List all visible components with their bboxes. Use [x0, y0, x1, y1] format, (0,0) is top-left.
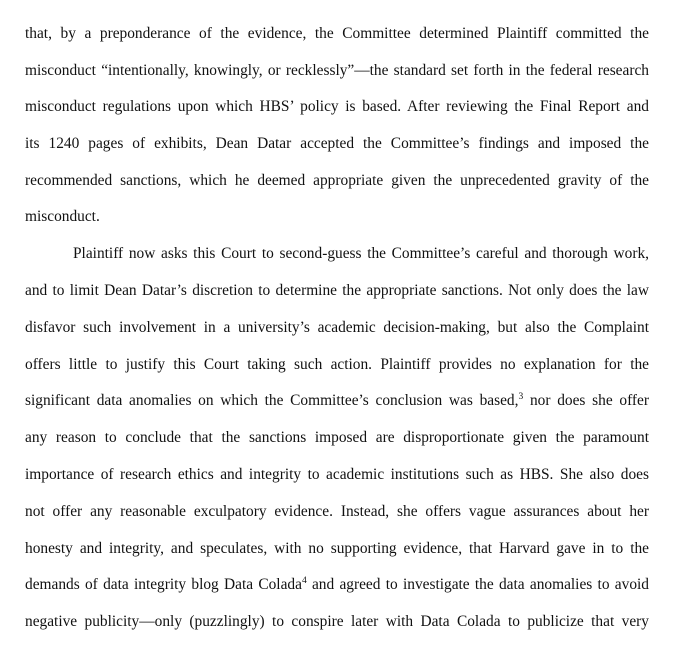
- text-line: recommended sanctions, which he deemed appropriate given the unprecedented gravity of the: [25, 172, 649, 189]
- footnote-marker: 4: [301, 576, 307, 586]
- text-line: any reason to conclude that the sanctions imposed are disproportionate given the paramount: [25, 429, 649, 446]
- text-line: its 1240 pages of exhibits, Dean Datar accepted the Committee’s findings and imposed the: [25, 135, 649, 152]
- text-line: importance of research ethics and integrity to academic institutions such as HBS. She also does: [25, 466, 649, 483]
- text-line: misconduct “intentionally, knowingly, or recklessly”—the standard set forth in the federal research: [25, 62, 649, 79]
- text-segment: and agreed to investigate the data anomalies to avoid: [306, 576, 649, 593]
- text-line-with-footnote: [25, 575, 649, 595]
- text-line: and to limit Dean Datar’s discretion to determine the appropriate sanctions. Not only does the law: [25, 282, 649, 299]
- text-segment: significant data anomalies on which the Committee’s conclusion was based,: [25, 392, 519, 409]
- text-line: that, by a preponderance of the evidence, the Committee determined Plaintiff committed the: [25, 25, 649, 42]
- footnote-marker: 3: [518, 392, 524, 402]
- text-line: misconduct regulations upon which HBS’ policy is based. After reviewing the Final Report and: [25, 98, 649, 115]
- text-line: honesty and integrity, and speculates, with no supporting evidence, that Harvard gave in to the: [25, 540, 649, 557]
- text-line: negative publicity—only (puzzlingly) to conspire later with Data Colada to publicize that very: [25, 613, 649, 630]
- text-line: misconduct.: [25, 208, 100, 225]
- text-line: offers little to justify this Court taking such action. Plaintiff provides no explanation for the: [25, 356, 649, 373]
- text-segment: demands of data integrity blog Data Colada: [25, 576, 302, 593]
- text-line: Plaintiff now asks this Court to second-guess the Committee’s careful and thorough work,: [73, 245, 649, 262]
- text-line: not offer any reasonable exculpatory evidence. Instead, she offers vague assurances about her: [25, 503, 649, 520]
- text-segment: nor does she offer: [523, 392, 649, 409]
- text-line: disfavor such involvement in a university’s academic decision-making, but also the Complaint: [25, 319, 649, 336]
- text-line-with-footnote: [25, 391, 649, 411]
